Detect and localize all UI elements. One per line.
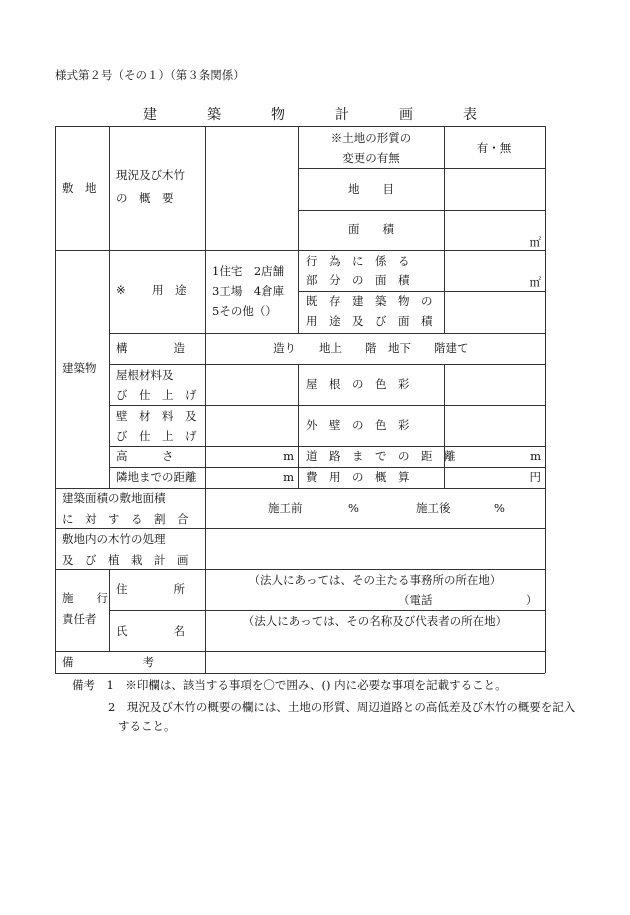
ratio-label-2: に 対 す る 割 合: [62, 512, 189, 526]
wall-material-label: 壁 材 料 及: [116, 409, 197, 423]
ratio-before-pct: %: [348, 501, 359, 515]
use-mark: ※: [116, 283, 126, 297]
neighbor-distance-unit: m: [283, 470, 294, 484]
tree-plan-label: 敷地内の木竹の処理: [62, 532, 166, 546]
site-status-label: 現況及び木竹: [116, 168, 185, 182]
phone-close: ）: [526, 593, 538, 607]
ratio-after-label: 施工後: [416, 501, 451, 515]
tree-plan-label-2: 及 び 植 栽 計 画: [62, 553, 189, 567]
roof-color-label: 屋 根 の 色 彩: [306, 377, 410, 391]
address-note: （法人にあっては、その主たる事務所の所在地）: [248, 573, 502, 587]
note-2: 2 現況及び木竹の概要の欄には、土地の形質、周辺道路との高低差及び木竹の概要を記入: [108, 700, 576, 714]
existing-building-label: 既 存 建 築 物 の: [306, 294, 433, 308]
wall-material-label-2: び 仕 上 げ: [116, 429, 197, 443]
ratio-before-label: 施工前: [268, 501, 303, 515]
height-unit: m: [283, 449, 294, 463]
height-label: 高 さ: [116, 449, 174, 463]
land-change-label-2: 変更の有無: [342, 151, 400, 165]
page-title: 建 築 物 計 画 表: [143, 107, 495, 123]
existing-building-label-2: 用 途 及 び 面 積: [306, 314, 433, 328]
cost-label: 費 用 の 概 算: [306, 470, 410, 484]
site-status-label-2: の 概 要: [116, 191, 174, 205]
roof-material-label: 屋根材料及: [116, 368, 174, 382]
site-area-unit: ㎡: [529, 235, 541, 249]
act-area-label-2: 部 分 の 面 積: [306, 273, 410, 287]
road-distance-label: 道 路 ま で の 距 離: [306, 449, 456, 463]
note-1: 備考 1 ※印欄は、該当する事項を〇で囲み、() 内に必要な事項を記載すること。: [72, 678, 507, 692]
site-area-label: 面 積: [348, 222, 394, 236]
building-label: 建築物: [62, 361, 97, 375]
cost-unit: 円: [529, 470, 541, 484]
chimoku-label: 地 目: [348, 182, 394, 196]
name-note: （法人にあっては、その名称及び代表者の所在地）: [242, 614, 508, 628]
responsible-label-2: 責任者: [62, 612, 97, 626]
address-label: 住 所: [116, 582, 185, 596]
ratio-label: 建築面積の敷地面積: [62, 491, 166, 505]
act-area-unit: ㎡: [529, 275, 541, 289]
form-label: 様式第２号（その１）（第３条関係）: [55, 68, 245, 82]
structure-label: 構 造: [116, 341, 185, 355]
wall-color-label: 外 壁 の 色 彩: [306, 418, 410, 432]
road-distance-unit: m: [530, 449, 541, 463]
land-change-label: ※土地の形質の: [330, 131, 412, 145]
use-options-3: 5その他（）: [212, 304, 277, 318]
use-label: 用 途: [152, 283, 187, 297]
use-options-1: 1住宅 2店舗: [212, 264, 285, 278]
responsible-label: 施 行: [62, 591, 108, 605]
structure-value: 造り 地上 階 地下 階建て: [273, 341, 469, 355]
use-options-2: 3工場 4倉庫: [212, 284, 285, 298]
roof-material-label-2: び 仕 上 げ: [116, 388, 197, 402]
neighbor-distance-label: 隣地までの距離: [116, 470, 197, 484]
phone-label: （電話: [398, 593, 433, 607]
name-label: 氏 名: [116, 624, 185, 638]
yes-no-option: 有・無: [476, 141, 512, 155]
remarks-label: 備 考: [62, 655, 154, 669]
site-label: 敷 地: [62, 181, 97, 195]
note-2-continued: すること。: [118, 719, 176, 733]
act-area-label: 行 為 に 係 る: [306, 254, 410, 268]
ratio-after-pct: %: [494, 501, 505, 515]
